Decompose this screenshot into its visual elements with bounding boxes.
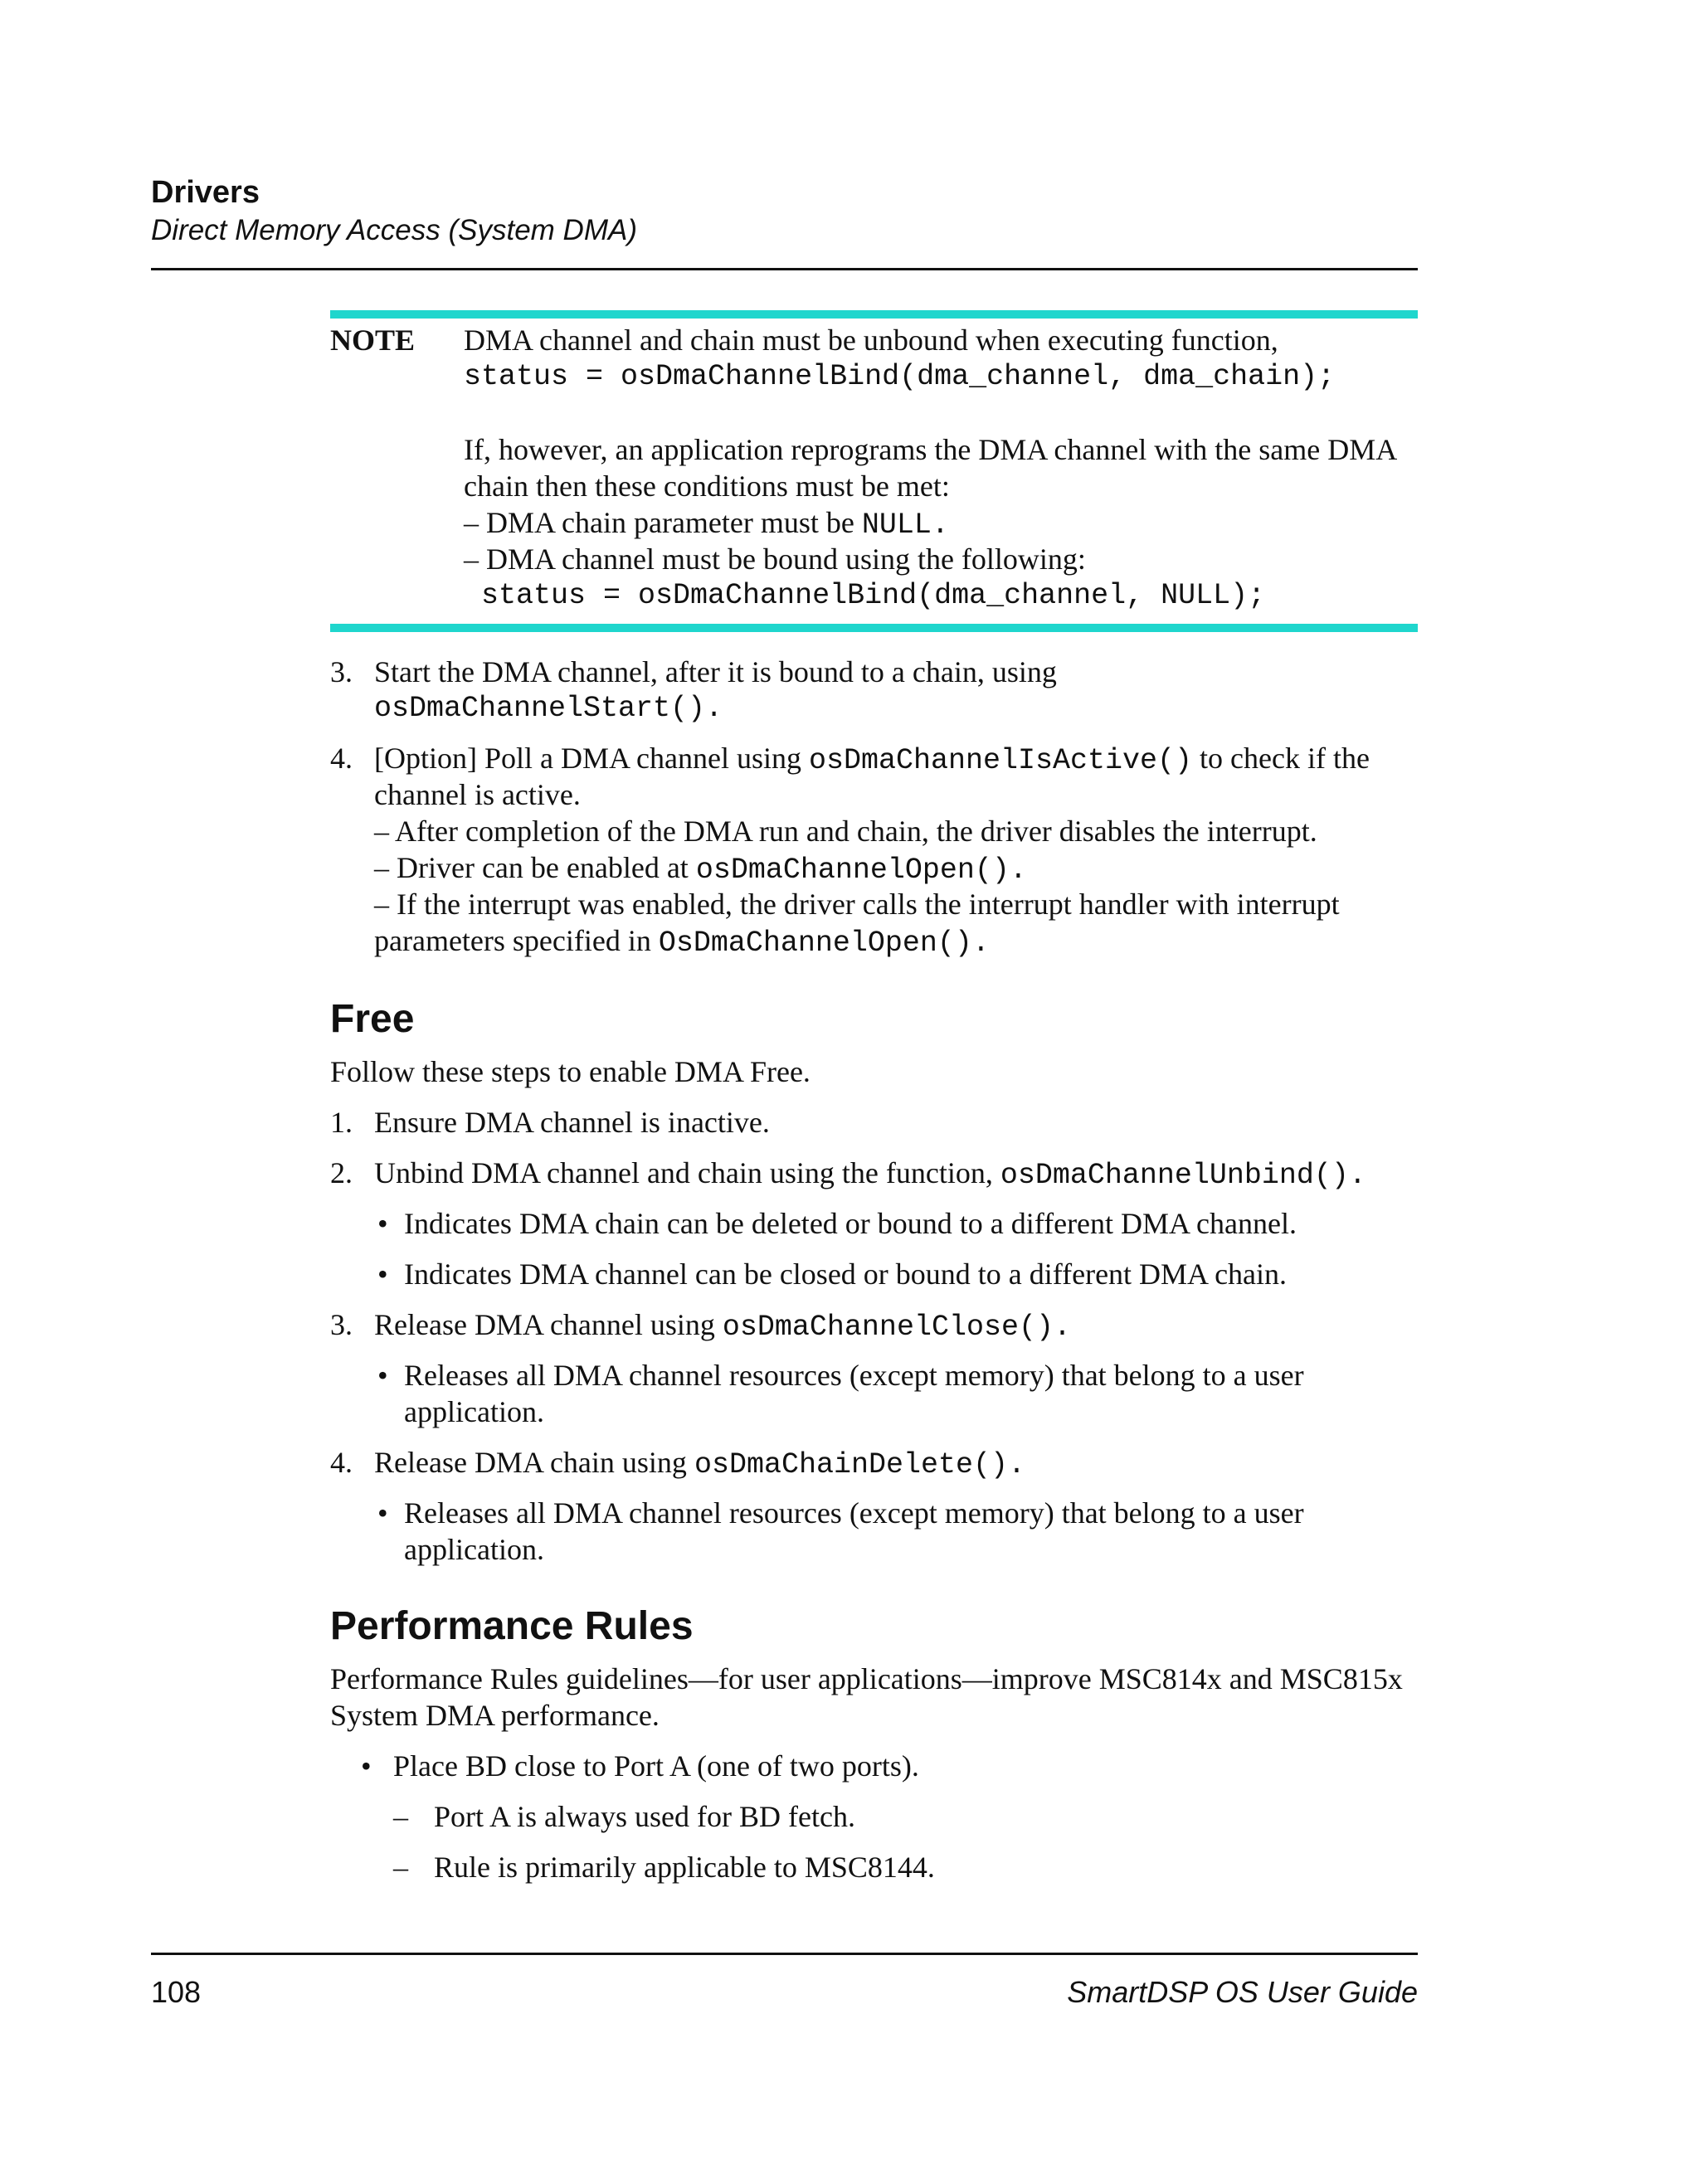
bullet-icon: • bbox=[361, 1749, 372, 1783]
list-item-text bbox=[374, 1444, 1025, 1483]
list-item-text: Ensure DMA channel is inactive. bbox=[374, 1106, 770, 1139]
bullet-item-text: Indicates DMA channel can be closed or bound to a different DMA chain. bbox=[404, 1257, 1288, 1291]
bullet-icon: • bbox=[377, 1496, 388, 1530]
list-item-text bbox=[374, 849, 1027, 888]
bullet-icon: • bbox=[377, 1359, 388, 1392]
section-intro: Follow these steps to enable DMA Free. bbox=[330, 1055, 811, 1088]
inline-code: OsDmaChannelOpen(). bbox=[658, 927, 990, 960]
dash-icon: – bbox=[393, 1800, 408, 1833]
inline-code: osDmaChannelIsActive() bbox=[808, 744, 1193, 777]
dash-icon: – bbox=[393, 1851, 408, 1884]
bullet-item-text: Releases all DMA channel resources (except memory) that belong to a user bbox=[404, 1496, 1304, 1530]
page-number: 108 bbox=[151, 1975, 202, 2009]
section-intro: Performance Rules guidelines—for user applications—improve MSC814x and MSC815x bbox=[330, 1662, 1403, 1695]
section-heading-performance-rules: Performance Rules bbox=[330, 1604, 694, 1648]
text-run: Release DMA chain using bbox=[374, 1446, 694, 1479]
list-item-text bbox=[374, 1306, 1071, 1345]
note-condition-1 bbox=[464, 504, 949, 543]
inline-code: osDmaChannelClose(). bbox=[722, 1311, 1071, 1344]
bullet-icon: • bbox=[377, 1207, 388, 1240]
inline-code: osDmaChannelStart(). bbox=[374, 692, 723, 725]
bullet-icon: • bbox=[377, 1257, 388, 1291]
note-label: NOTE bbox=[330, 323, 416, 357]
inline-code: osDmaChannelUnbind(). bbox=[1000, 1159, 1366, 1192]
list-item-text bbox=[374, 740, 1370, 779]
bullet-item-text: application. bbox=[404, 1395, 544, 1428]
list-item-text: channel is active. bbox=[374, 778, 581, 811]
chapter-title: Drivers bbox=[151, 175, 260, 210]
note-text-line: If, however, an application reprograms the DMA channel with the same DMA bbox=[464, 433, 1398, 466]
bullet-item-text: Releases all DMA channel resources (except memory) that belong to a user bbox=[404, 1359, 1304, 1392]
inline-code: osDmaChainDelete(). bbox=[694, 1448, 1026, 1481]
bullet-item-text: Indicates DMA chain can be deleted or bound to a different DMA channel. bbox=[404, 1207, 1297, 1240]
list-number: 3. bbox=[330, 1308, 353, 1341]
note-text-line: chain then these conditions must be met: bbox=[464, 469, 950, 503]
bullet-item-text: application. bbox=[404, 1533, 544, 1566]
bullet-item-text: Place BD close to Port A (one of two ports). bbox=[393, 1749, 919, 1783]
sub-item-text: Port A is always used for BD fetch. bbox=[434, 1800, 855, 1833]
note-condition-code: NULL. bbox=[861, 508, 949, 542]
list-item-text bbox=[374, 922, 990, 961]
inline-code: osDmaChannelOpen(). bbox=[695, 854, 1027, 887]
text-run: Release DMA channel using bbox=[374, 1308, 723, 1341]
note-top-bar bbox=[330, 310, 1418, 319]
note-text-line: DMA channel and chain must be unbound when executing function, bbox=[464, 323, 1278, 357]
list-item-text: – If the interrupt was enabled, the driver calls the interrupt handler with interrupt bbox=[374, 888, 1340, 921]
list-number: 4. bbox=[330, 742, 353, 775]
list-item-text bbox=[374, 1155, 1366, 1194]
text-run: to check if the bbox=[1192, 742, 1370, 775]
section-heading-free: Free bbox=[330, 997, 415, 1041]
list-number: 1. bbox=[330, 1106, 353, 1139]
list-item-text: – After completion of the DMA run and chain, the driver disables the interrupt. bbox=[374, 815, 1317, 848]
sub-item-text: Rule is primarily applicable to MSC8144. bbox=[434, 1851, 935, 1884]
section-subtitle: Direct Memory Access (System DMA) bbox=[151, 214, 637, 246]
text-run: – Driver can be enabled at bbox=[374, 851, 696, 884]
header-rule bbox=[151, 268, 1418, 270]
list-item-text: Start the DMA channel, after it is bound to a chain, using bbox=[374, 655, 1057, 688]
note-code-line: status = osDmaChannelBind(dma_channel, dma_chain); bbox=[464, 360, 1336, 393]
text-run: parameters specified in bbox=[374, 924, 659, 957]
text-run: [Option] Poll a DMA channel using bbox=[374, 742, 809, 775]
footer-rule bbox=[151, 1953, 1418, 1955]
note-bottom-bar bbox=[330, 624, 1418, 632]
list-number: 2. bbox=[330, 1156, 353, 1189]
note-condition-2: – DMA channel must be bound using the following: bbox=[464, 542, 1086, 576]
text-run: Unbind DMA channel and chain using the function, bbox=[374, 1156, 1000, 1189]
list-number: 4. bbox=[330, 1446, 353, 1479]
section-intro: System DMA performance. bbox=[330, 1699, 660, 1732]
list-number: 3. bbox=[330, 655, 353, 688]
note-condition-text: – DMA chain parameter must be bbox=[464, 506, 862, 539]
guide-title: SmartDSP OS User Guide bbox=[1067, 1975, 1418, 2009]
note-code-line: status = osDmaChannelBind(dma_channel, NULL); bbox=[464, 579, 1266, 612]
